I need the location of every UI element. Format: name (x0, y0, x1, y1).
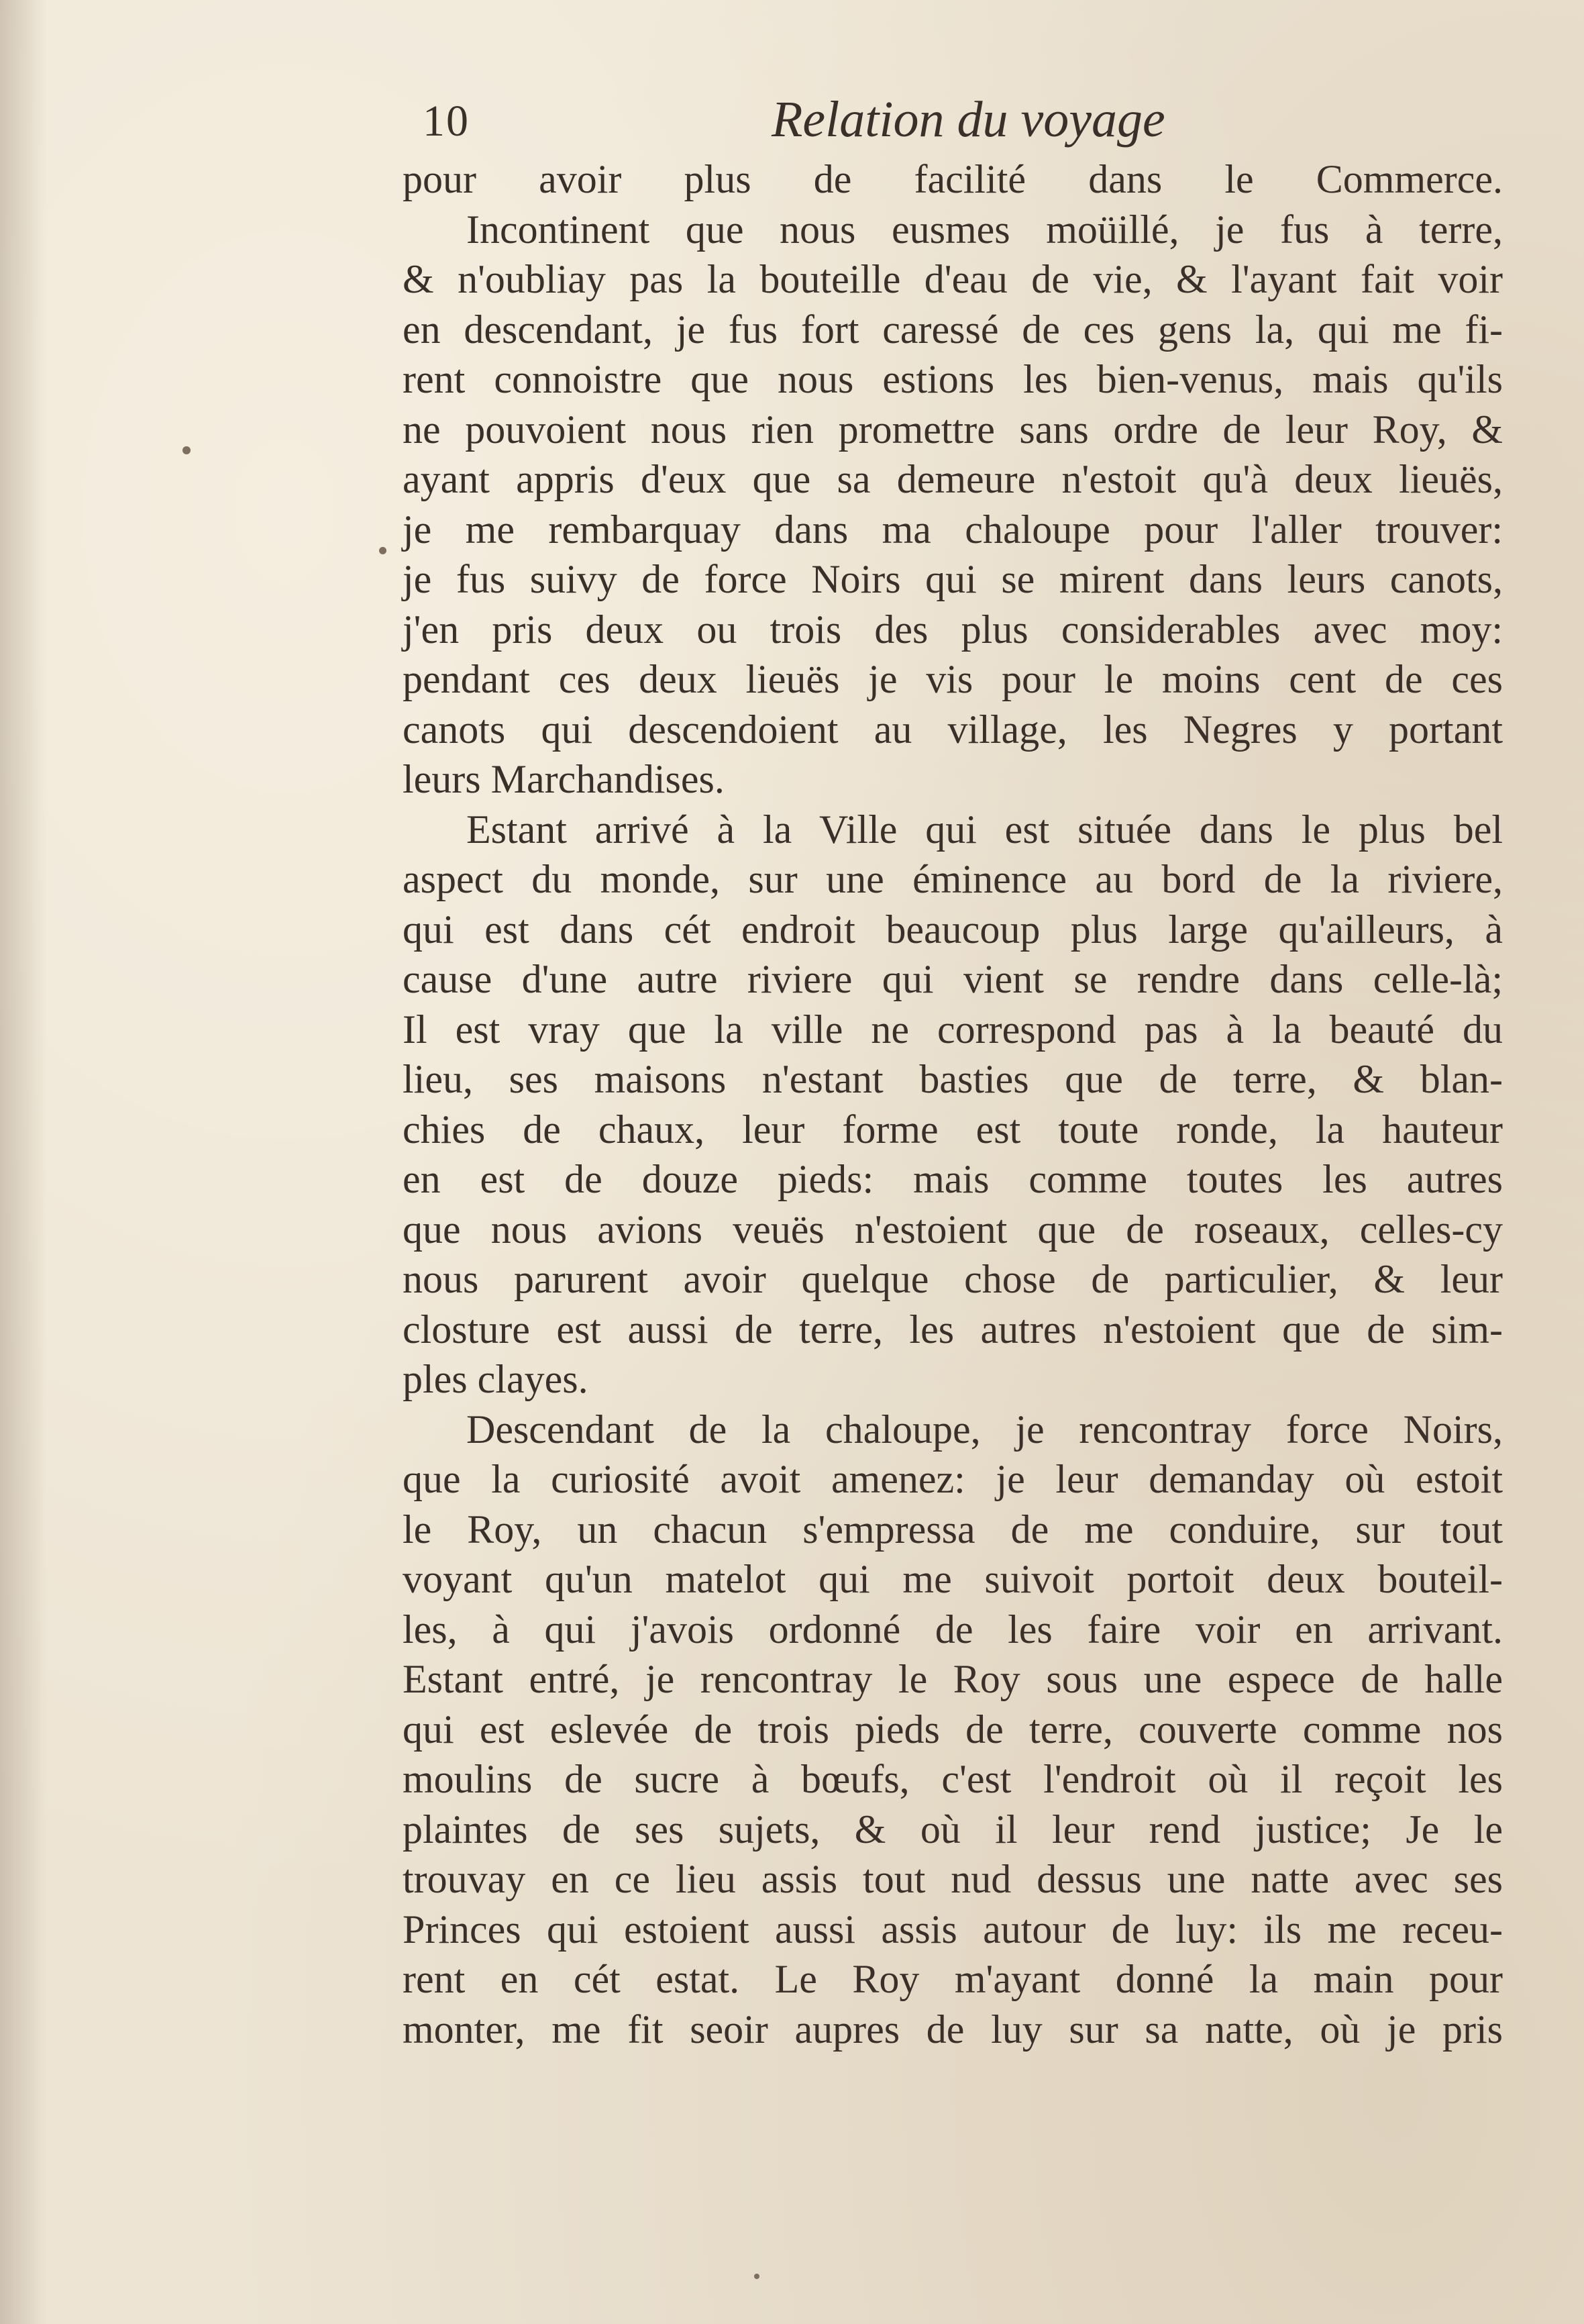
text-line: canots qui descendoient au village, les Negres y portant (403, 707, 1503, 752)
paragraph-end-line: leurs Marchandises. (403, 757, 725, 801)
text-line: je fus suivy de force Noirs qui se mirent dans leurs canots, (403, 557, 1503, 601)
ink-speck (754, 2274, 759, 2279)
text-line: moulins de sucre à bœufs, c'est l'endroit où il reçoit les (403, 1757, 1503, 1801)
paragraph-start-line: Estant arrivé à la Ville qui est située dans le plus bel (466, 807, 1503, 852)
text-line: pour avoir plus de facilité dans le Commerce. (403, 157, 1503, 201)
paragraph-end-line: ples clayes. (403, 1357, 588, 1401)
page-number: 10 (423, 97, 470, 146)
body-text (403, 154, 1503, 2054)
text-line: rent connoistre que nous estions les bien-venus, mais qu'ils (403, 357, 1503, 401)
text-line: monter, me fit seoir aupres de luy sur sa natte, où je pris (403, 2007, 1503, 2052)
text-line: cause d'une autre riviere qui vient se rendre dans celle-là; (403, 957, 1503, 1001)
text-line: ne pouvoient nous rien promettre sans ordre de leur Roy, & (403, 407, 1503, 452)
text-line: les, à qui j'avois ordonné de les faire voir en arrivant. (403, 1607, 1503, 1652)
text-line: voyant qu'un matelot qui me suivoit portoit deux bouteil- (403, 1557, 1503, 1601)
text-line: j'en pris deux ou trois des plus considerables avec moy: (403, 607, 1503, 652)
text-line: que la curiosité avoit amenez: je leur demanday où estoit (403, 1457, 1503, 1501)
text-line: chies de chaux, leur forme est toute ronde, la hauteur (403, 1107, 1503, 1152)
text-line: le Roy, un chacun s'empressa de me conduire, sur tout (403, 1507, 1503, 1552)
text-line: rent en cét estat. Le Roy m'ayant donné la main pour (403, 1957, 1503, 2001)
text-line: qui est eslevée de trois pieds de terre, couverte comme nos (403, 1707, 1503, 1752)
text-line: Estant entré, je rencontray le Roy sous une espece de halle (403, 1657, 1503, 1701)
text-line: je me rembarquay dans ma chaloupe pour l'aller trouver: (403, 507, 1503, 552)
text-line: pendant ces deux lieuës je vis pour le moins cent de ces (403, 657, 1503, 701)
text-line: Princes qui estoient aussi assis autour de luy: ils me receu- (403, 1907, 1503, 1952)
text-line: qui est dans cét endroit beaucoup plus large qu'ailleurs, à (403, 907, 1503, 952)
text-line: & n'oubliay pas la bouteille d'eau de vie, & l'ayant fait voir (403, 257, 1503, 301)
text-line: plaintes de ses sujets, & où il leur rend justice; Je le (403, 1807, 1503, 1852)
text-line: en descendant, je fus fort caressé de ces gens la, qui me fi- (403, 307, 1503, 352)
gutter-shadow (0, 0, 47, 2324)
text-line: lieu, ses maisons n'estant basties que de terre, & blan- (403, 1057, 1503, 1101)
text-line: trouvay en ce lieu assis tout nud dessus une natte avec ses (403, 1857, 1503, 1901)
text-line: que nous avions veuës n'estoient que de roseaux, celles-cy (403, 1207, 1503, 1252)
running-title: Relation du voyage (772, 91, 1165, 148)
text-line: en est de douze pieds: mais comme toutes les autres (403, 1157, 1503, 1201)
ink-speck (379, 547, 386, 554)
text-line: Il est vray que la ville ne correspond pas à la beauté du (403, 1007, 1503, 1052)
paragraph-start-line: Descendant de la chaloupe, je rencontray force Noirs, (466, 1407, 1503, 1452)
text-line: closture est aussi de terre, les autres n'estoient que de sim- (403, 1307, 1503, 1352)
text-line: nous parurent avoir quelque chose de particulier, & leur (403, 1257, 1503, 1301)
paragraph-start-line: Incontinent que nous eusmes moüillé, je fus à terre, (466, 207, 1503, 252)
text-line: ayant appris d'eux que sa demeure n'estoit qu'à deux lieuës, (403, 457, 1503, 501)
ink-speck (182, 446, 191, 454)
text-line: aspect du monde, sur une éminence au bord de la riviere, (403, 857, 1503, 901)
